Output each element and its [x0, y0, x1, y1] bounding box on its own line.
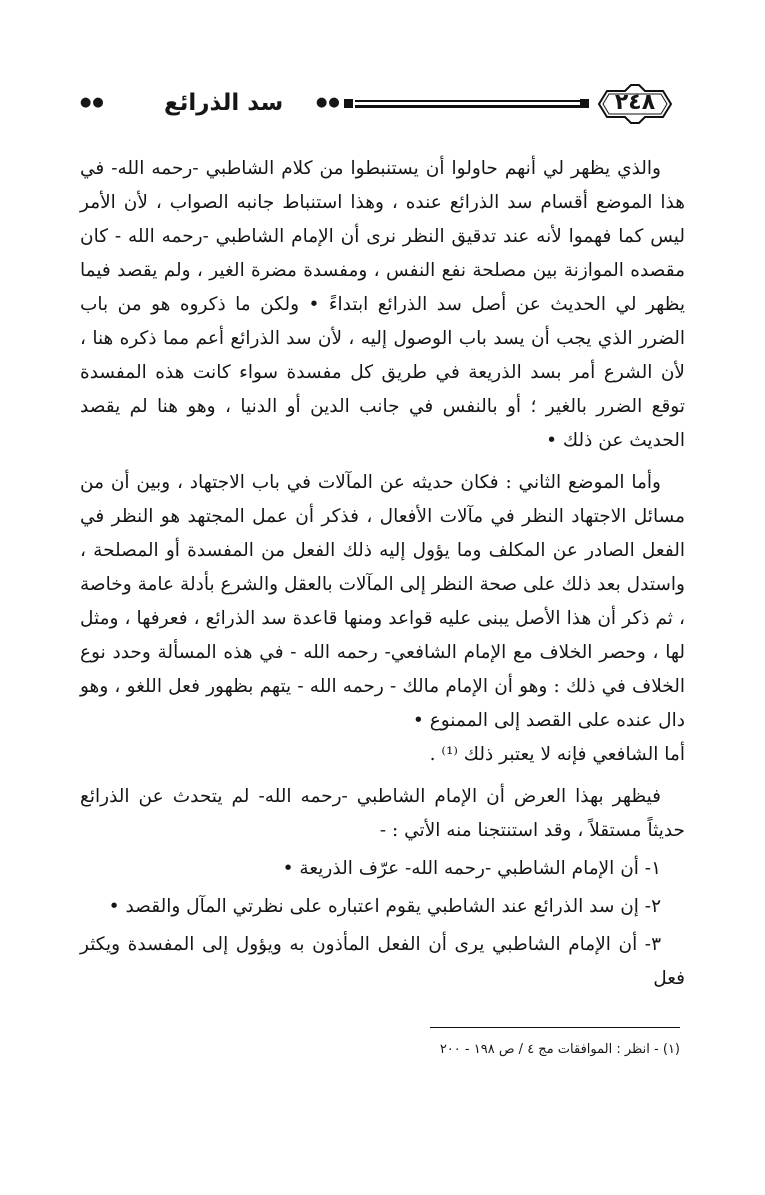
header-dots-right: ●● — [316, 95, 341, 110]
text-line: كما فهموا لأنه عند تدقيق النظر نرى أن الإمام الشاطبي -رحمه الله - كان مقصده — [80, 226, 685, 281]
text-line: حديثاً مستقلاً ، وقد استنتجنا منه الأتي : - — [379, 820, 685, 841]
text-line: ذلك على صحة النظر إلى المآلات بالعقل والشرع بأدلة عامة وخاصة ، ثم ذكر أن هذا — [80, 574, 685, 629]
page-number-badge — [591, 84, 679, 124]
list-item-3: ٣- أن الإمام الشاطبي يرى أن الفعل المأذون به ويؤول إلى المفسدة ويكثر فعل — [80, 934, 685, 989]
text-line: في جانب الدين أو الدنيا ، وهو هنا لم يقصد الحديث عن ذلك • — [80, 396, 685, 451]
text-line: الذريعة في طريق كل مفسدة سواء كانت هذه المفسدة توقع الضرر بالغير ؛ أو بالنفس — [80, 362, 685, 417]
paragraph-3 — [80, 738, 685, 772]
paragraph-4 — [80, 780, 685, 848]
page-number: ٢٤٨ — [614, 90, 656, 115]
text-line: القصد إلى الممنوع • — [412, 710, 572, 731]
footnote-divider — [430, 1027, 680, 1028]
running-header — [80, 84, 685, 124]
running-header-title: سد الذرائع — [164, 90, 284, 116]
header-rule-thin — [355, 100, 583, 102]
text-line: وأما الموضع الثاني : فكان حديثه عن المآلات في باب الاجتهاد ، وبين أن من — [80, 472, 661, 493]
paragraph-2 — [80, 466, 685, 738]
header-rule-thick — [355, 105, 583, 108]
list-item-1: ١- أن الإمام الشاطبي -رحمه الله- عرّف الذريعة • — [282, 858, 661, 879]
text-line: أما الشافعي فإنه لا يعتبر ذلك ⁽¹⁾ . — [429, 744, 685, 765]
header-square-right — [580, 99, 589, 108]
text-line: أن يسد باب الوصول إليه ، لأن سد الذرائع أعم مما ذكره هنا ، لأن الشرع أمر بسد — [80, 328, 685, 383]
text-line: الموازنة بين مصلحة نفع النفس ، ومفسدة مضرة الغير ، ولم يقصد فيما يظهر لي — [80, 260, 685, 315]
text-line: هذا الموضع أقسام سد الذرائع عنده ، وهذا استنباط جانبه الصواب ، لأن الأمر ليس — [80, 192, 685, 247]
header-dots-left: ●● — [80, 95, 105, 110]
footnote: (١) - انظر : الموافقات مج ٤ / ص ١٩٨ - ٢٠٠ — [439, 1042, 680, 1057]
paragraph-1 — [80, 152, 685, 458]
text-line: مسائل الاجتهاد النظر في مآلات الأفعال ، فذكر أن عمل المجتهد هو النظر في الفعل — [80, 506, 685, 561]
text-line: الحديث عن أصل سد الذرائع ابتداءً • ولكن ما ذكروه هو من باب الضرر الذي يجب — [80, 294, 685, 349]
text-line: الأصل يبنى عليه قواعد ومنها قاعدة سد الذرائع ، فعرفها ، ومثل لها ، وحصر — [80, 608, 685, 663]
text-line: : وهو أن الإمام مالك - رحمه الله - يتهم بظهور فعل اللغو ، وهو دال عنده على — [80, 676, 685, 731]
header-square-left — [344, 99, 353, 108]
main-text — [80, 152, 685, 996]
text-line: فيظهر بهذا العرض أن الإمام الشاطبي -رحمه الله- لم يتحدث عن الذرائع — [80, 786, 661, 807]
text-line: الصادر عن المكلف وما يؤول إليه ذلك الفعل من المفسدة أو المصلحة ، واستدل بعد — [80, 540, 685, 595]
list-item-2: ٢- إن سد الذرائع عند الشاطبي يقوم اعتباره على نظرتي المآل والقصد • — [108, 896, 661, 917]
text-line: الخلاف مع الإمام الشافعي- رحمه الله - في هذه المسألة وحدد نوع الخلاف في ذلك — [80, 642, 685, 697]
text-line: والذي يظهر لي أنهم حاولوا أن يستنبطوا من كلام الشاطبي -رحمه الله- في — [80, 158, 661, 179]
